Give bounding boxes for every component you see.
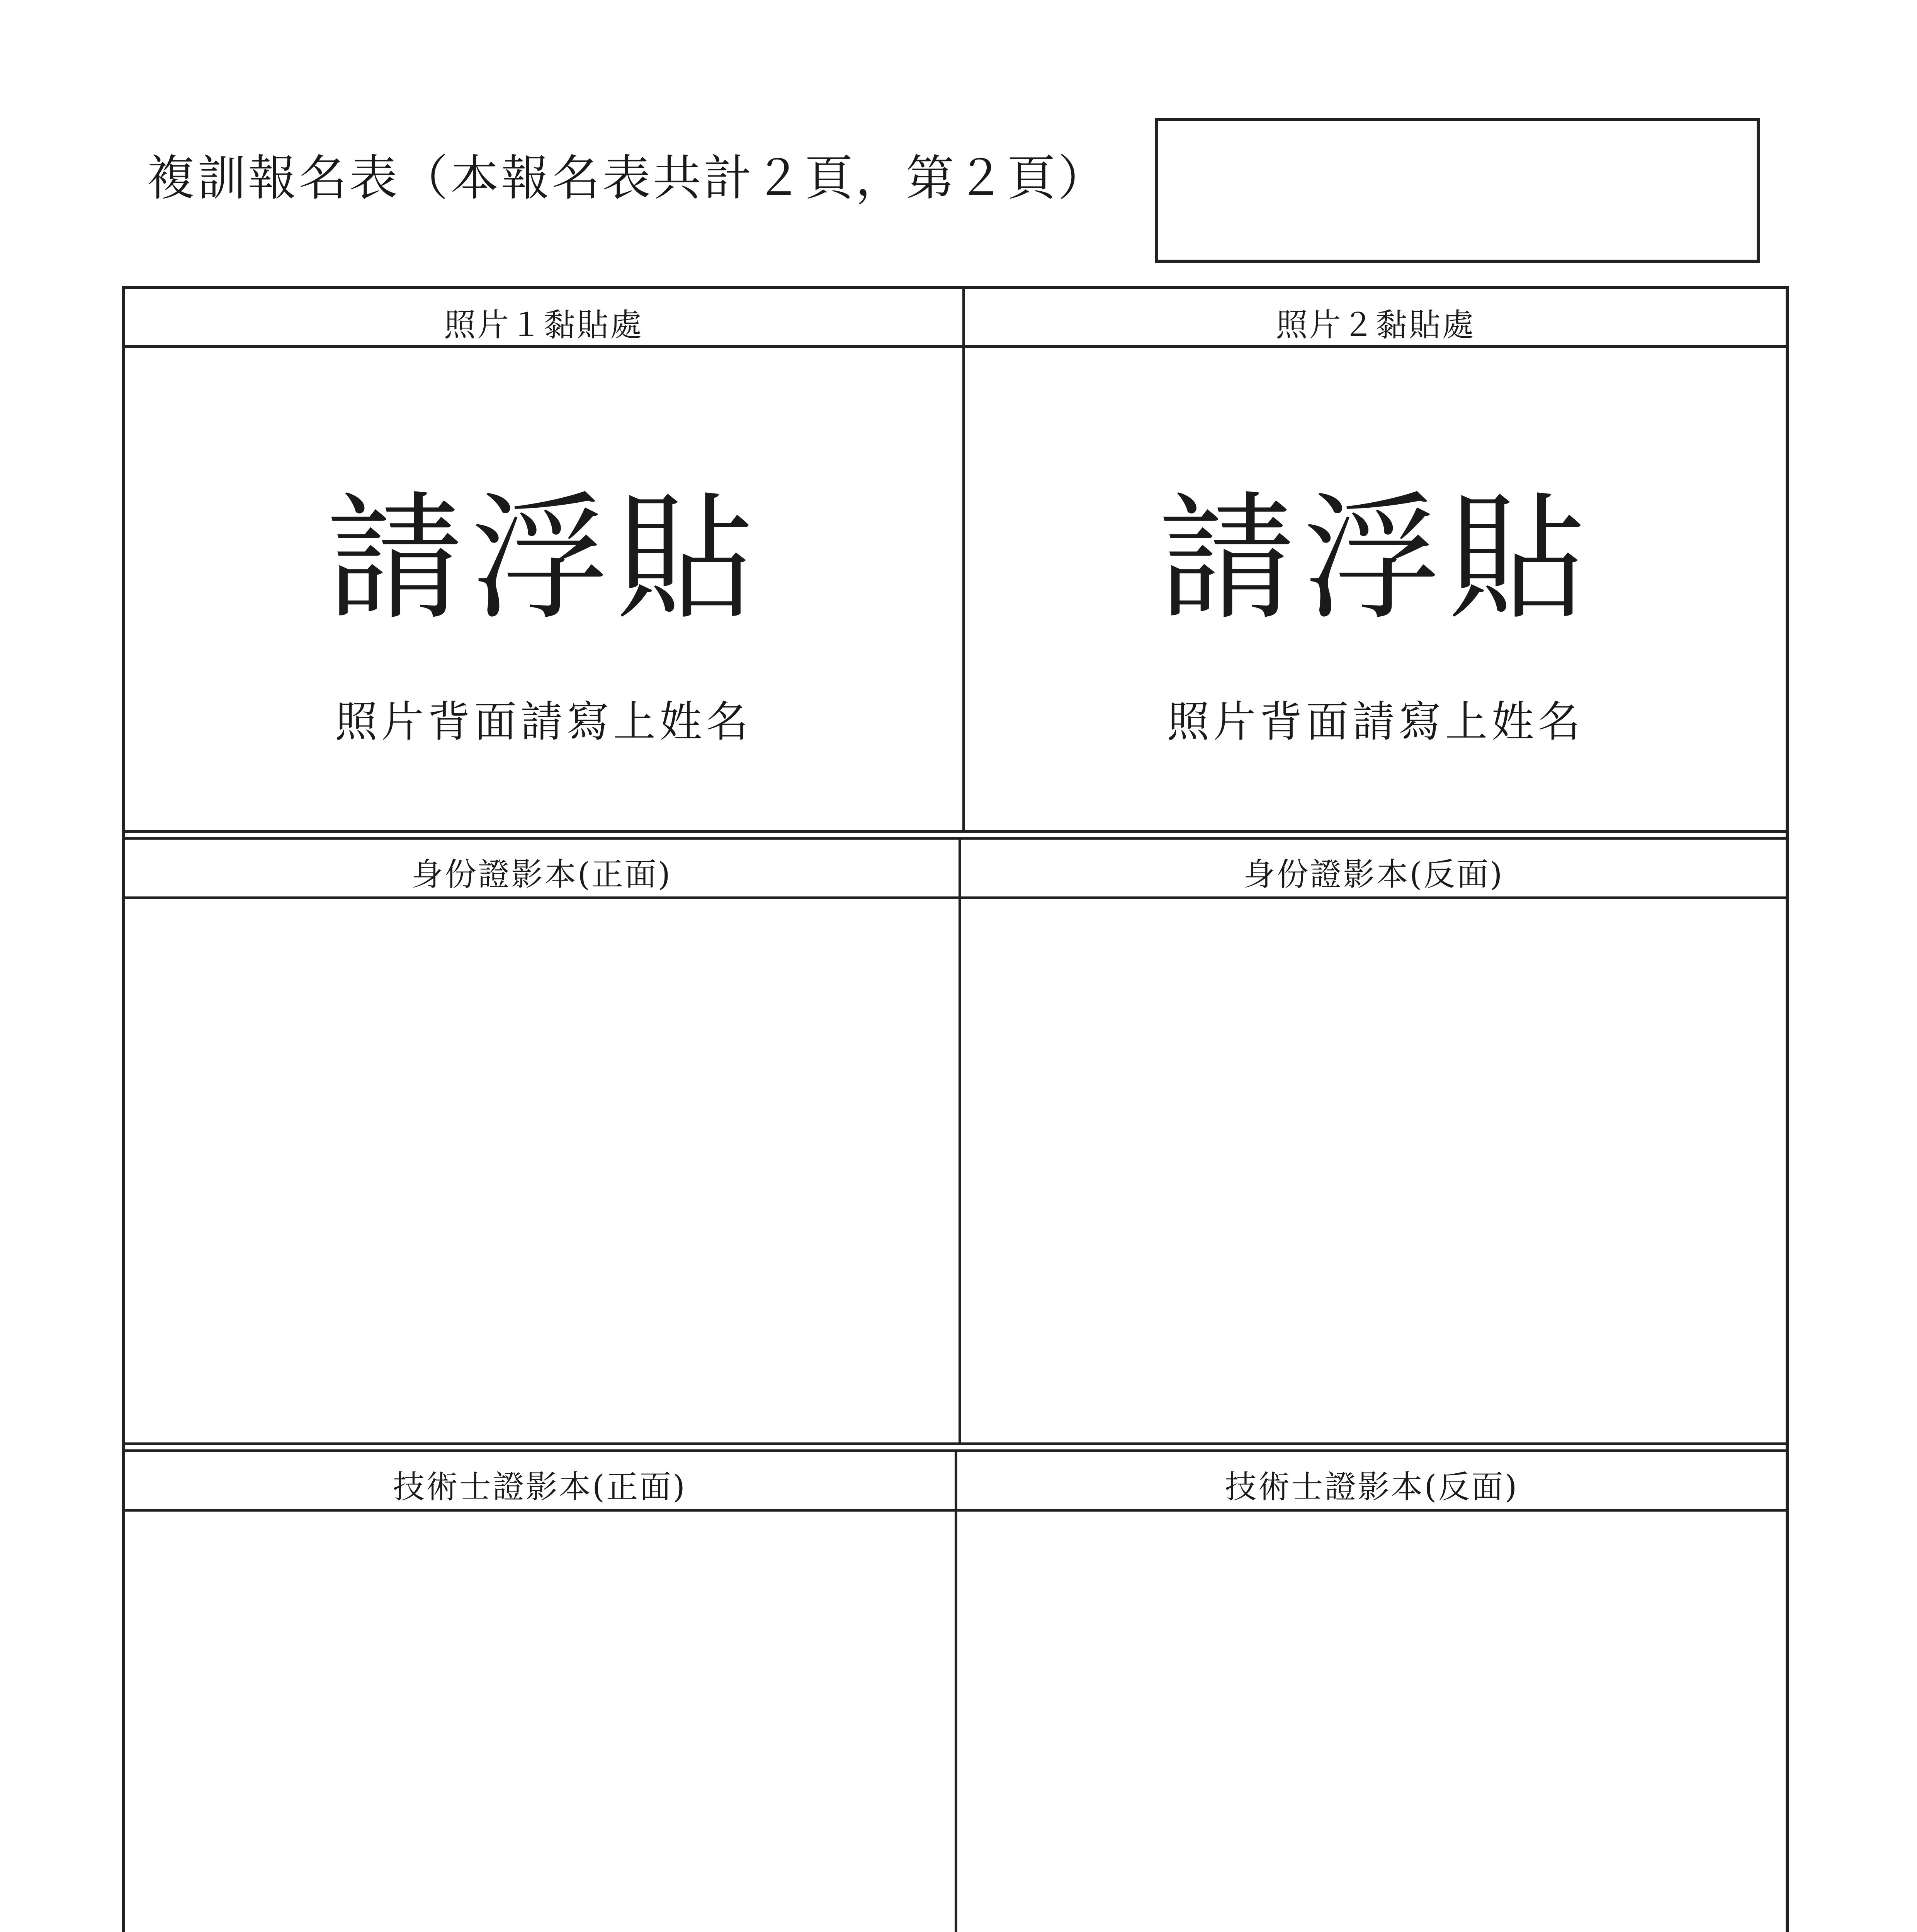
cert-back-area[interactable] xyxy=(957,1512,1786,1932)
column-divider xyxy=(958,837,961,1442)
row-divider xyxy=(125,837,1786,840)
id-number-box[interactable] xyxy=(1155,118,1760,263)
cert-front-area[interactable] xyxy=(125,1512,955,1932)
id-front-header: 身份證影本(正面) xyxy=(411,856,672,893)
photo2-header: 照片２黏貼處 xyxy=(1276,307,1475,344)
row-divider xyxy=(125,1442,1786,1445)
row-divider xyxy=(125,345,1786,348)
row-divider xyxy=(125,896,1786,899)
photo2-paste-text: 請浮貼 xyxy=(1158,479,1593,639)
cert-back-header: 技術士證影本(反面) xyxy=(1225,1469,1519,1505)
id-front-area[interactable] xyxy=(125,899,958,1442)
cert-front-header: 技術士證影本(正面) xyxy=(393,1469,687,1505)
column-divider xyxy=(955,1449,957,1932)
form-title: 複訓報名表（本報名表共計２頁，第２頁） xyxy=(147,150,1108,206)
id-back-header: 身份證影本(反面) xyxy=(1243,856,1504,893)
photo1-paste-text: 請浮貼 xyxy=(326,479,761,639)
photo2-area[interactable] xyxy=(965,348,1786,830)
photo1-name-note: 照片背面請寫上姓名 xyxy=(335,697,752,747)
id-back-area[interactable] xyxy=(961,899,1786,1442)
row-divider xyxy=(125,830,1786,833)
photo2-name-note: 照片背面請寫上姓名 xyxy=(1167,697,1584,747)
column-divider xyxy=(962,289,965,830)
photo1-area[interactable] xyxy=(125,348,962,830)
photo1-header: 照片１黏貼處 xyxy=(444,307,643,344)
attachment-grid xyxy=(122,286,1789,1932)
